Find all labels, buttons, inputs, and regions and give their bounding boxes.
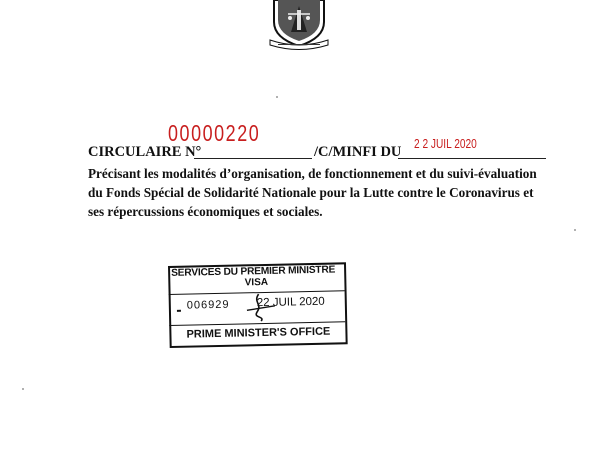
date-underline bbox=[398, 158, 546, 159]
circular-prefix: CIRCULAIRE N° bbox=[88, 144, 202, 160]
stamp-office-fr: SERVICES DU PREMIER MINISTRE bbox=[171, 264, 336, 279]
circular-number: 00000220 bbox=[168, 120, 261, 146]
stamp-visa-label: VISA bbox=[244, 276, 269, 289]
subject-line-2: du Fonds Spécial de Solidarité Nationale pour la Lutte contre le Coronavirus et bbox=[88, 185, 534, 200]
scan-speck bbox=[574, 229, 576, 231]
subject-line-3: ses répercussions économiques et sociales. bbox=[88, 204, 323, 219]
scan-speck bbox=[276, 96, 278, 98]
coat-of-arms-motto-ribbon bbox=[268, 36, 330, 50]
circular-title-row bbox=[88, 120, 558, 164]
stamp-date: 22 JUIL 2020 bbox=[256, 295, 325, 310]
circular-date: 2 2 JUIL 2020 bbox=[414, 136, 477, 151]
circular-subject bbox=[88, 164, 562, 221]
number-underline bbox=[194, 158, 312, 159]
stamp-dash bbox=[177, 310, 181, 312]
stamp-number: 006929 bbox=[186, 298, 230, 312]
circular-middle: /C/MINFI DU bbox=[314, 144, 402, 160]
stamp-office-en: PRIME MINISTER'S OFFICE bbox=[186, 325, 331, 341]
scan-speck bbox=[22, 388, 24, 390]
prime-minister-visa-stamp bbox=[168, 262, 348, 348]
subject-line-1: Précisant les modalités d’organisation, de fonctionnement et du suivi-évaluation bbox=[88, 166, 537, 181]
